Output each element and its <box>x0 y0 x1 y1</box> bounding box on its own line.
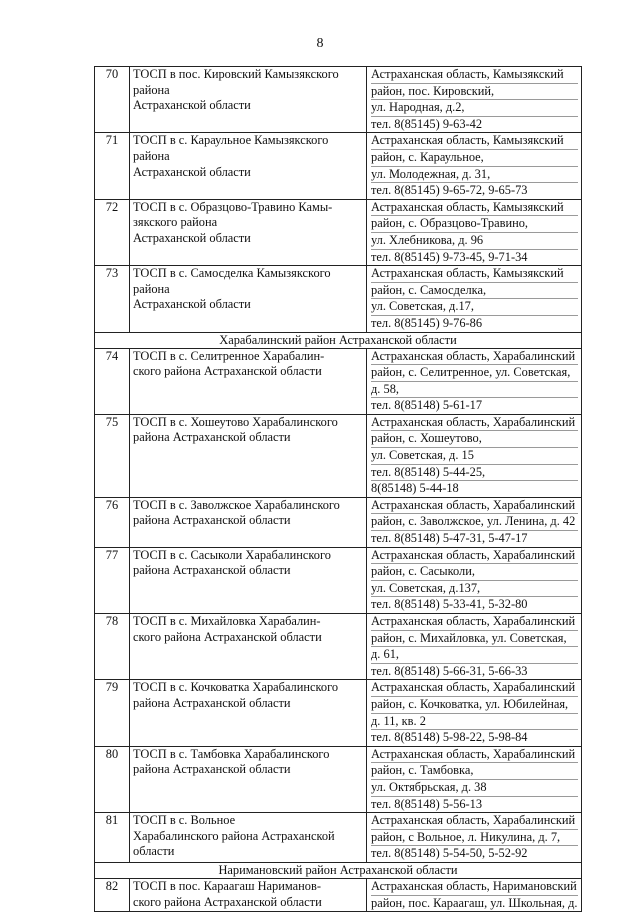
address-line: район, с. Заволжское, ул. Ленина, д. 42 <box>371 514 578 531</box>
office-name-line: ТОСП в пос. Кировский Камызякского <box>133 67 339 81</box>
office-name-cell <box>130 414 367 497</box>
offices-table <box>94 66 582 912</box>
office-name-cell <box>130 67 367 133</box>
office-name-line: ТОСП в с. Образцово-Травино Камы- <box>133 199 333 214</box>
row-number: 78 <box>95 614 130 680</box>
address-line: Астраханская область, Камызякский <box>371 266 578 283</box>
address-line: Астраханская область, Наримановский <box>371 879 578 896</box>
office-name-line: района <box>133 82 170 97</box>
page-number: 8 <box>316 36 324 51</box>
office-name-line: ТОСП в с. Самосделка Камызякского <box>133 266 331 281</box>
address-line: Астраханская область, Харабалинский <box>371 498 578 515</box>
address-line: тел. 8(85145) 9-63-42 <box>371 116 483 131</box>
table-row <box>95 497 582 547</box>
address-line: район, пос. Караагаш, ул. Школьная, д. <box>371 895 578 910</box>
table-row <box>95 614 582 680</box>
address-line: район, с. Хошеутово, <box>371 431 578 448</box>
address-line: ул. Советская, д. 15 <box>371 448 578 465</box>
office-name-cell <box>130 547 367 613</box>
office-name-line: района Астраханской области <box>133 563 291 578</box>
address-line: ул. Советская, д.17, <box>371 299 578 316</box>
row-number: 73 <box>95 266 130 332</box>
address-line: Астраханская область, Камызякский <box>371 67 578 84</box>
office-name-line: ТОСП в с. Вольное <box>133 813 236 828</box>
table-row <box>95 878 582 911</box>
address-line: ул. Октябрьская, д. 38 <box>371 780 578 797</box>
address-cell <box>367 547 582 613</box>
address-line: район, с Вольное, л. Никулина, д. 7, <box>371 830 578 847</box>
office-name-line: ТОСП в с. Хошеутово Харабалинского <box>133 414 338 429</box>
address-cell <box>367 133 582 199</box>
address-line: 8(85148) 5-44-18 <box>371 481 459 496</box>
office-name-cell <box>130 746 367 812</box>
address-line: район, с. Образцово-Травино, <box>371 216 578 233</box>
address-line: тел. 8(85148) 5-47-31, 5-47-17 <box>371 531 528 546</box>
address-line: район, с. Караульное, <box>371 150 578 167</box>
address-cell <box>367 746 582 812</box>
row-number: 70 <box>95 67 130 133</box>
address-line: Астраханская область, Камызякский <box>371 133 578 150</box>
address-line: тел. 8(85145) 9-73-45, 9-71-34 <box>371 249 528 264</box>
address-line: ул. Народная, д.2, <box>371 100 578 117</box>
address-line: тел. 8(85148) 5-66-31, 5-66-33 <box>371 663 528 678</box>
row-number: 71 <box>95 133 130 199</box>
address-line: район, с. Самосделка, <box>371 283 578 300</box>
table-row <box>95 746 582 812</box>
address-line: Астраханская область, Камызякский <box>371 200 578 217</box>
table-row <box>95 813 582 863</box>
address-line: Астраханская область, Харабалинский <box>371 747 578 764</box>
office-name-line: района Астраханской области <box>133 430 291 445</box>
address-line: тел. 8(85148) 5-98-22, 5-98-84 <box>371 730 528 745</box>
office-name-cell <box>130 614 367 680</box>
office-name-cell <box>130 266 367 332</box>
office-name-line: района <box>133 148 170 163</box>
office-name-line: ского района Астраханской области <box>133 364 322 379</box>
table-row <box>95 547 582 613</box>
address-line: ул. Молодежная, д. 31, <box>371 167 578 184</box>
office-name-line: района Астраханской области <box>133 513 291 528</box>
office-name-cell <box>130 680 367 746</box>
row-number: 80 <box>95 746 130 812</box>
row-number: 79 <box>95 680 130 746</box>
office-name-line: Астраханской области <box>133 230 251 245</box>
address-cell <box>367 348 582 414</box>
address-line: тел. 8(85148) 5-56-13 <box>371 796 483 811</box>
office-name-line: Астраханской области <box>133 164 251 179</box>
office-name-line: Астраханской области <box>133 297 251 312</box>
address-line: тел. 8(85148) 5-44-25, <box>371 465 578 482</box>
address-cell <box>367 878 582 911</box>
address-line: Астраханская область, Харабалинский <box>371 813 578 830</box>
address-line: Астраханская область, Харабалинский <box>371 349 578 366</box>
office-name-cell <box>130 348 367 414</box>
address-cell <box>367 813 582 863</box>
table-row <box>95 414 582 497</box>
address-cell <box>367 414 582 497</box>
office-name-cell <box>130 133 367 199</box>
office-name-line: района Астраханской области <box>133 762 291 777</box>
address-cell <box>367 680 582 746</box>
address-line: Астраханская область, Харабалинский <box>371 614 578 631</box>
address-line: д. 58, <box>371 382 578 399</box>
office-name-line: ТОСП в с. Кочковатка Харабалинского <box>133 680 339 695</box>
address-line: тел. 8(85145) 9-76-86 <box>371 315 483 330</box>
row-number: 75 <box>95 414 130 497</box>
address-cell <box>367 266 582 332</box>
section-title: Харабалинский район Астраханской области <box>95 332 582 348</box>
row-number: 76 <box>95 497 130 547</box>
address-line: ул. Советская, д.137, <box>371 581 578 598</box>
office-name-line: ТОСП в с. Тамбовка Харабалинского <box>133 746 330 761</box>
row-number: 72 <box>95 199 130 265</box>
table-row <box>95 67 582 133</box>
office-name-line: зякского района <box>133 215 218 230</box>
office-name-line: ТОСП в с. Заволжское Харабалинского <box>133 497 340 512</box>
table-row <box>95 199 582 265</box>
row-number: 81 <box>95 813 130 863</box>
section-header-row <box>95 862 582 878</box>
office-name-cell <box>130 878 367 911</box>
address-line: тел. 8(85148) 5-61-17 <box>371 398 483 413</box>
table-row <box>95 348 582 414</box>
office-name-line: Харабалинского района Астраханской <box>133 828 335 843</box>
address-cell <box>367 614 582 680</box>
address-line: тел. 8(85145) 9-65-72, 9-65-73 <box>371 183 528 198</box>
address-line: район, с. Тамбовка, <box>371 763 578 780</box>
address-line: район, с. Селитренное, ул. Советская, <box>371 365 578 382</box>
address-line: ул. Хлебникова, д. 96 <box>371 233 578 250</box>
address-cell <box>367 67 582 133</box>
section-title: Наримановский район Астраханской области <box>95 862 582 878</box>
address-line: Астраханская область, Харабалинский <box>371 415 578 432</box>
address-line: район, пос. Кировский, <box>371 84 578 101</box>
address-cell <box>367 199 582 265</box>
table-row <box>95 266 582 332</box>
office-name-line: ТОСП в с. Караульное Камызякского <box>133 133 329 148</box>
address-cell <box>367 497 582 547</box>
row-number: 82 <box>95 878 130 911</box>
address-line: Астраханская область, Харабалинский <box>371 548 578 565</box>
office-name-line: района <box>133 281 170 296</box>
office-name-line: Астраханской области <box>133 98 251 113</box>
row-number: 74 <box>95 348 130 414</box>
office-name-line: ТОСП в пос. Караагаш Нариманов- <box>133 878 321 893</box>
address-line: д. 11, кв. 2 <box>371 714 578 731</box>
row-number: 77 <box>95 547 130 613</box>
office-name-line: ТОСП в с. Михайловка Харабалин- <box>133 614 321 628</box>
address-line: д. 61, <box>371 647 578 664</box>
office-name-cell <box>130 199 367 265</box>
office-name-line: ТОСП в с. Сасыколи Харабалинского <box>133 547 331 562</box>
table-row <box>95 133 582 199</box>
section-header-row <box>95 332 582 348</box>
office-name-line: района Астраханской области <box>133 695 291 710</box>
address-line: район, с. Сасыколи, <box>371 564 578 581</box>
office-name-line: ского района Астраханской области <box>133 894 322 909</box>
office-name-cell <box>130 497 367 547</box>
address-line: район, с. Михайловка, ул. Советская, <box>371 631 578 648</box>
office-name-cell <box>130 813 367 863</box>
address-line: тел. 8(85148) 5-54-50, 5-52-92 <box>371 846 528 861</box>
address-line: Астраханская область, Харабалинский <box>371 680 578 697</box>
office-name-line: области <box>133 844 175 859</box>
offices-table-body <box>95 67 582 912</box>
office-name-line: ского района Астраханской области <box>133 629 322 644</box>
office-name-line: ТОСП в с. Селитренное Харабалин- <box>133 348 325 363</box>
table-row <box>95 680 582 746</box>
address-line: район, с. Кочковатка, ул. Юбилейная, <box>371 697 578 714</box>
address-line: тел. 8(85148) 5-33-41, 5-32-80 <box>371 597 528 612</box>
